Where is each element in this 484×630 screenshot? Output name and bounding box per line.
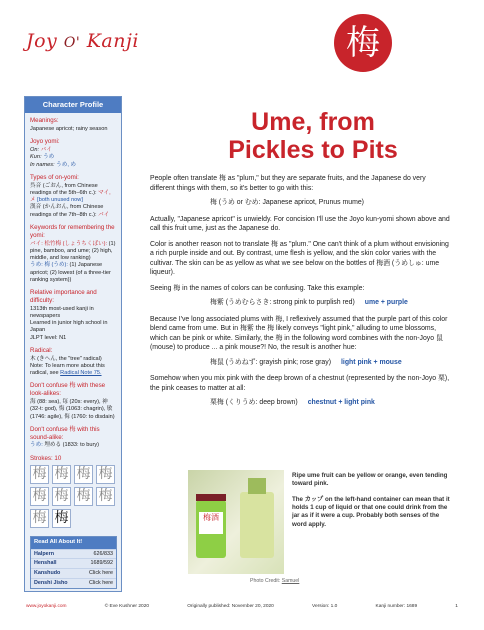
example-line: 梅紫 (うめむらさき: strong pink to purplish red) ume + purple: [210, 299, 408, 307]
character-profile-sidebar: [24, 96, 122, 592]
example-line: 栗梅 (くりうめ: deep brown) chestnut + light pink: [210, 399, 375, 407]
paragraph: Seeing 梅 in the names of colors can be confusing. Take this example:: [150, 284, 365, 292]
stroke-step: 梅: [30, 487, 49, 506]
look-alikes-section: Don't confuse 梅 with these look-alikes: 海 (88: sea), 毎 (20s: every), 神 (32-t: god), 悔 (1063: chagrin), 敏 (1746: agile), 侮 (1760: to disdain): [30, 382, 115, 420]
stroke-step: 梅: [96, 465, 115, 484]
umeshu-bottle: [240, 492, 274, 558]
reference-value[interactable]: 1689/592: [90, 560, 113, 567]
reference-box: Read All About It! Halpern 626/833 Henshall 1689/592 Kanshudo Click here Denshi Jisho Click here: [30, 536, 117, 588]
photo-credit: Photo Credit: Samuel: [250, 578, 300, 584]
sound-alike-section: Don't confuse 梅 with this sound-alike: うめ: 埋める (1833: to bury): [30, 425, 100, 449]
reference-name: Kanshudo: [34, 570, 61, 577]
page-footer: www.joyokanji.com © Eve Kushner 2020 Originally published: November 20, 2020 Version: 1.0 Kanji number: 1689 1: [26, 604, 458, 609]
kanji-badge: 梅: [334, 14, 392, 72]
umeshu-photo: [188, 470, 284, 574]
reference-value[interactable]: Click here: [89, 579, 113, 586]
site-logo: [26, 22, 166, 82]
article-body: [150, 174, 450, 415]
meanings-section: Meanings: Japanese apricot; rainy season: [30, 117, 108, 133]
reference-row[interactable]: [31, 549, 116, 559]
strokes-section: Strokes: 10 梅 梅 梅 梅 梅 梅 梅 梅 梅 梅: [30, 455, 117, 529]
stroke-step: 梅: [30, 509, 49, 528]
reference-row[interactable]: [31, 568, 116, 578]
joyo-yomi-section: Joyo yomi: On: バイ Kun: うめ In names: うめ, め: [30, 138, 77, 168]
paragraph: Somehow when you mix pink with the deep brown of a chestnut (represented by the non-Joyo 栗), the pink ceases to matter at all:: [150, 375, 450, 392]
stroke-step: 梅: [96, 487, 115, 506]
reference-value[interactable]: Click here: [89, 570, 113, 577]
page-title: Ume, from Pickles to Pits: [228, 108, 398, 164]
bottle-cap: [196, 494, 226, 501]
reference-row[interactable]: [31, 578, 116, 588]
radical-section: Radical: 木 (きへん, the "tree" radical) Note: To learn more about this radical, see Radical Note 75.: [30, 346, 105, 377]
paragraph: Color is another reason not to translate 梅 as "plum." One can't think of a plum without envisioning a rich purple inside and out. By contrast, ume flesh is yellow, and the skin color varies with the cultivar. The skin can be as yellow as what we see below on the bottles of 梅酒 (うめしゅ: ume liqueur).: [150, 240, 449, 277]
importance-section: Relative importance and difficulty: 1313th most-used kanji in newspapers Learned in junior high school in Japan JLPT level: N1: [30, 289, 108, 341]
bottle-label: 梅酒: [199, 512, 223, 534]
logo-text: Joy O' Kanji: [26, 30, 139, 52]
bottle-cap: [248, 478, 266, 494]
reference-name: Halpern: [34, 550, 55, 557]
example-line: 梅鼠 (うめねず: grayish pink; rose gray) light pink + mouse: [210, 358, 402, 366]
photo-caption: Ripe ume fruit can be yellow or orange, even tending toward pink. The カップ on the left-hand container can mean that it holds 1 cup of liquid or that one could drink from the jar as if it were a cup. Probably both senses of the word apply.: [292, 472, 450, 528]
keywords-section: Keywords for remembering the yomi: バイ: 松竹梅 (しょうちくばい): (1) pine, bamboo, and ume; (2) high, middle, and low ranking) うめ: 梅 (うめ): (1) Japanese apricot; (2) lowest (of a three-tier ranking system)): [30, 224, 116, 283]
paragraph: Because I've long associated plums with 梅, I reflexively assumed that the purple part of this color blend came from ume. But in 梅紫 the 梅 likely conveys "light pink," alluding to ume blossoms, which can be pink or white. Similarly, the 梅 in the following word combines with the non-Joyo 鼠 (mouse) to produce ... a pink mouse?! No, the result is another hue:: [150, 315, 448, 352]
stroke-order-grid: [30, 465, 117, 528]
stroke-step: 梅: [52, 509, 71, 528]
stroke-step: 梅: [30, 465, 49, 484]
stroke-step: 梅: [74, 487, 93, 506]
paragraph: People often translate 梅 as "plum," but they are separate fruits, and the Japanese do very different things with them, so it's better to go with this:: [150, 175, 426, 192]
radical-note-link[interactable]: Radical Note 75.: [60, 370, 102, 377]
reference-name: Denshi Jisho: [34, 579, 68, 586]
stroke-step: 梅: [52, 465, 71, 484]
paragraph: Actually, "Japanese apricot" is unwieldy. For concision I'll use the Joyo kun-yomi shown above and call this fruit ume, just as the Japanese do.: [150, 215, 450, 233]
reference-name: Henshall: [34, 560, 57, 567]
sidebar-heading: Character Profile: [25, 97, 121, 113]
photo-credit-link[interactable]: Samuel: [281, 578, 300, 584]
types-of-on-yomi-section: Types of on-yomi: 呉音 (ごおん, from Chinese readings of the 5th–6th c.): マイ, メ [both unused now] 漢音 (かんおん, from Chinese readings of the 7th–8th c.): バイ: [30, 173, 111, 218]
site-link[interactable]: www.joyokanji.com: [26, 604, 67, 609]
stroke-step: 梅: [74, 465, 93, 484]
stroke-step: 梅: [52, 487, 71, 506]
example-line: 梅 (うめ or むめ: Japanese apricot, Prunus mume): [210, 199, 364, 207]
reference-row[interactable]: [31, 558, 116, 568]
reference-value[interactable]: 626/833: [93, 550, 113, 557]
